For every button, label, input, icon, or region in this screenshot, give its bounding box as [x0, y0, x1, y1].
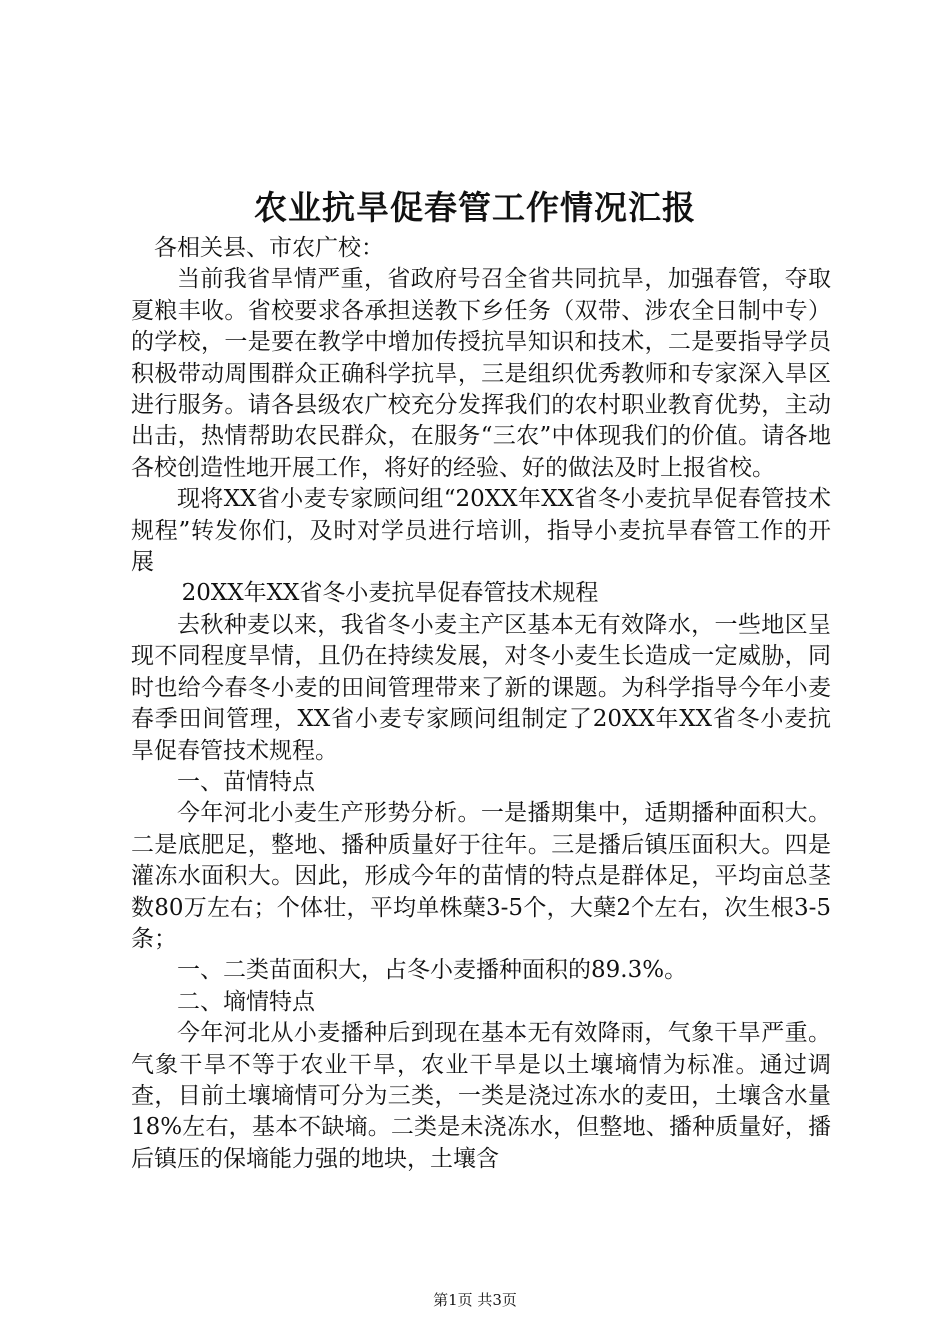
paragraph-forward-notice: 现将XX省小麦专家顾问组“20XX年XX省冬小麦抗旱促春管技术规程”转发你们，及时对学员进行培训，指导小麦抗旱春管工作的开展	[131, 486, 831, 576]
paragraph-seedling-area: 一、二类苗面积大，占冬小麦播种面积的89.3%。	[177, 957, 688, 984]
section-heading-moisture: 二、墒情特点	[177, 988, 315, 1015]
page-number: 第1页 共3页	[433, 1291, 517, 1309]
paragraph-background: 去秋种麦以来，我省冬小麦主产区基本无有效降水，一些地区呈现不同程度旱情，且仍在持续发展，对冬小麦生长造成一定威胁，同时也给今春冬小麦的田间管理带来了新的课题。为科学指导今年小麦春季田间管理，XX省小麦专家顾问组制定了20XX年XX省冬小麦抗旱促春管技术规程。	[131, 611, 831, 764]
salutation: 各相关县、市农广校：	[154, 235, 384, 261]
paragraph-intro: 当前我省旱情严重，省政府号召全省共同抗旱，加强春管，夺取夏粮丰收。省校要求各承担送教下乡任务（双带、涉农全日制中专）的学校，一是要在教学中增加传授抗旱知识和技术，二是要指导学员积极带动周围群众正确科学抗旱，三是组织优秀教师和专家深入旱区进行服务。请各县级农广校充分发挥我们的农村职业教育优势，主动出击，热情帮助农民群众，在服务“三农”中体现我们的价值。请各地各校创造性地开展工作，将好的经验、好的做法及时上报省校。	[131, 266, 831, 481]
document-body	[131, 233, 831, 1175]
paragraph-seedling: 今年河北小麦生产形势分析。一是播期集中，适期播种面积大。二是底肥足，整地、播种质量好于往年。三是播后镇压面积大。四是灌冻水面积大。因此，形成今年的苗情的特点是群体足，平均亩总茎数80万左右；个体壮，平均单株蘖3-5个，大蘖2个左右，次生根3-5条；	[131, 800, 831, 952]
section-heading-seedling: 一、苗情特点	[177, 768, 315, 795]
regulation-subtitle: 20XX年XX省冬小麦抗旱促春管技术规程	[181, 580, 599, 607]
document-title: 农业抗旱促春管工作情况汇报	[254, 188, 696, 227]
paragraph-moisture: 今年河北从小麦播种后到现在基本无有效降雨，气象干旱严重。气象干旱不等于农业干旱，农业干旱是以土壤墒情为标准。通过调查，目前土壤墒情可分为三类，一类是浇过冻水的麦田，土壤含水量18%左右，基本不缺墒。二类是未浇冻水，但整地、播种质量好，播后镇压的保墒能力强的地块，土壤含	[131, 1020, 831, 1172]
